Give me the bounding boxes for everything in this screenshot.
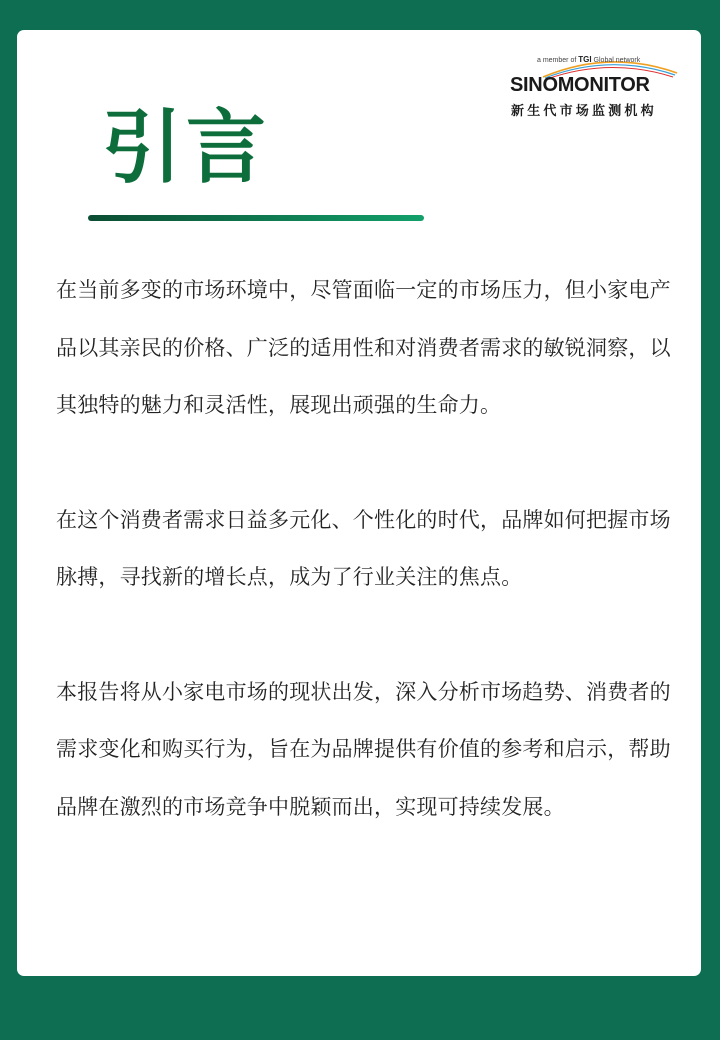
paragraph-3: 本报告将从小家电市场的现状出发，深入分析市场趋势、消费者的需求变化和购买行为，旨在为品牌提供有价值的参考和启示，帮助品牌在激烈的市场竞争中脱颖而出，实现可持续发展。 — [56, 679, 671, 819]
content-card — [17, 30, 701, 976]
logo-subtitle: 新生代市场监测机构 — [511, 104, 657, 119]
logo-tagline-prefix: a member of — [537, 57, 577, 64]
sinomonitor-logo — [507, 47, 687, 117]
logo-tagline — [537, 55, 640, 64]
logo-tagline-brand: TGI — [578, 55, 592, 64]
paragraph-1: 在当前多变的市场环境中，尽管面临一定的市场压力，但小家电产品以其亲民的价格、广泛的适用性和对消费者需求的敏锐洞察，以其独特的魅力和灵活性，展现出顽强的生命力。 — [56, 278, 671, 417]
title-underline — [88, 215, 424, 221]
logo-wordmark: SINOMONITOR — [510, 74, 650, 96]
page-title: 引言 — [102, 101, 270, 194]
body-text — [56, 262, 686, 893]
logo-tagline-suffix: Global network — [593, 57, 641, 64]
paragraph-2: 在这个消费者需求日益多元化、个性化的时代，品牌如何把握市场脉搏，寻找新的增长点，成为了行业关注的焦点。 — [56, 507, 671, 589]
